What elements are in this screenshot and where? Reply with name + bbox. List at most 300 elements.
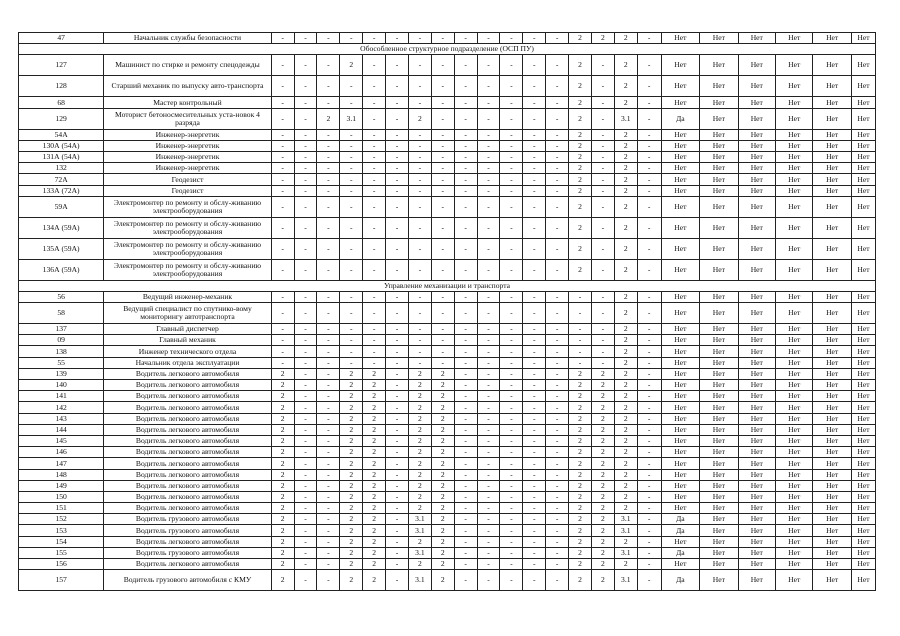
guarantee-answer-cell: Нет xyxy=(776,357,813,368)
factor-class-cell: - xyxy=(386,547,409,558)
guarantee-answer-cell: Нет xyxy=(738,129,775,140)
workplace-number-cell: 153 xyxy=(19,525,104,536)
factor-class-cell: 2 xyxy=(363,402,386,413)
factor-class-cell: 2 xyxy=(340,413,363,424)
factor-class-cell: - xyxy=(523,469,546,480)
factor-class-cell: - xyxy=(271,55,294,76)
guarantee-answer-cell: Нет xyxy=(813,335,851,346)
guarantee-answer-cell: Нет xyxy=(776,536,813,547)
factor-class-cell: 2 xyxy=(569,151,592,162)
factor-class-cell: 2 xyxy=(569,547,592,558)
factor-class-cell: - xyxy=(500,217,523,238)
factor-class-cell: 2 xyxy=(340,368,363,379)
factor-class-cell: - xyxy=(317,76,340,97)
factor-class-cell: - xyxy=(386,413,409,424)
factor-class-cell: 2 xyxy=(614,368,637,379)
factor-class-cell: 2 xyxy=(408,469,431,480)
factor-class-cell: - xyxy=(340,140,363,151)
factor-class-cell: - xyxy=(477,217,500,238)
factor-class-cell: - xyxy=(637,570,661,591)
factor-class-cell: - xyxy=(340,303,363,324)
factor-class-cell: - xyxy=(500,303,523,324)
factor-class-cell: - xyxy=(637,503,661,514)
factor-class-cell: - xyxy=(294,491,317,502)
factor-class-cell: - xyxy=(637,402,661,413)
factor-class-cell: - xyxy=(408,55,431,76)
factor-class-cell: - xyxy=(363,55,386,76)
factor-class-cell: - xyxy=(294,413,317,424)
guarantee-answer-cell: Нет xyxy=(851,259,875,280)
factor-class-cell: - xyxy=(317,140,340,151)
factor-class-cell: - xyxy=(271,346,294,357)
factor-class-cell: - xyxy=(454,514,477,525)
factor-class-cell: - xyxy=(454,413,477,424)
guarantee-answer-cell: Нет xyxy=(700,97,738,108)
factor-class-cell: - xyxy=(340,174,363,185)
guarantee-answer-cell: Нет xyxy=(700,368,738,379)
table-row xyxy=(19,424,876,435)
guarantee-answer-cell: Нет xyxy=(661,303,699,324)
workplace-number-cell: 09 xyxy=(19,335,104,346)
factor-class-cell: - xyxy=(294,559,317,570)
factor-class-cell: 2 xyxy=(431,503,454,514)
guarantee-answer-cell: Нет xyxy=(700,140,738,151)
factor-class-cell: 2 xyxy=(569,108,592,129)
factor-class-cell: - xyxy=(454,151,477,162)
workplace-number-cell: 59А xyxy=(19,196,104,217)
factor-class-cell: - xyxy=(500,424,523,435)
factor-class-cell: - xyxy=(294,129,317,140)
factor-class-cell: 2 xyxy=(340,447,363,458)
guarantee-answer-cell: Нет xyxy=(738,424,775,435)
factor-class-cell: - xyxy=(546,324,569,335)
factor-class-cell: 2 xyxy=(363,547,386,558)
factor-class-cell: 2 xyxy=(271,536,294,547)
factor-class-cell: - xyxy=(500,447,523,458)
factor-class-cell: 2 xyxy=(363,424,386,435)
guarantee-answer-cell: Нет xyxy=(851,491,875,502)
factor-class-cell: - xyxy=(523,97,546,108)
guarantee-answer-cell: Нет xyxy=(661,391,699,402)
guarantee-answer-cell: Нет xyxy=(776,570,813,591)
guarantee-answer-cell: Нет xyxy=(738,76,775,97)
factor-class-cell: - xyxy=(500,174,523,185)
factor-class-cell: 2 xyxy=(569,480,592,491)
factor-class-cell: 2 xyxy=(340,570,363,591)
factor-class-cell: - xyxy=(340,324,363,335)
factor-class-cell: - xyxy=(454,368,477,379)
guarantee-answer-cell: Нет xyxy=(813,151,851,162)
factor-class-cell: 2 xyxy=(340,480,363,491)
factor-class-cell: 2 xyxy=(614,55,637,76)
factor-class-cell: - xyxy=(386,303,409,324)
factor-class-cell: - xyxy=(637,185,661,196)
factor-class-cell: - xyxy=(477,413,500,424)
factor-class-cell: - xyxy=(523,536,546,547)
guarantee-answer-cell: Нет xyxy=(738,357,775,368)
factor-class-cell: 2 xyxy=(340,514,363,525)
position-name-cell: Водитель легкового автомобиля xyxy=(104,480,271,491)
workplace-number-cell: 145 xyxy=(19,435,104,446)
factor-class-cell: 2 xyxy=(591,402,614,413)
factor-class-cell: - xyxy=(500,33,523,44)
factor-class-cell: - xyxy=(294,76,317,97)
guarantee-answer-cell: Нет xyxy=(738,346,775,357)
factor-class-cell: 2 xyxy=(569,413,592,424)
factor-class-cell: - xyxy=(500,140,523,151)
guarantee-answer-cell: Нет xyxy=(851,140,875,151)
guarantee-answer-cell: Нет xyxy=(700,559,738,570)
factor-class-cell: - xyxy=(363,97,386,108)
factor-class-cell: - xyxy=(523,368,546,379)
factor-class-cell: - xyxy=(500,536,523,547)
guarantee-answer-cell: Нет xyxy=(813,447,851,458)
factor-class-cell: - xyxy=(386,458,409,469)
factor-class-cell: - xyxy=(523,413,546,424)
guarantee-answer-cell: Нет xyxy=(776,424,813,435)
factor-class-cell: - xyxy=(546,536,569,547)
factor-class-cell: - xyxy=(431,33,454,44)
factor-class-cell: - xyxy=(523,491,546,502)
guarantee-answer-cell: Нет xyxy=(776,151,813,162)
factor-class-cell: 2 xyxy=(363,391,386,402)
factor-class-cell: - xyxy=(294,108,317,129)
guarantee-answer-cell: Нет xyxy=(813,185,851,196)
factor-class-cell: - xyxy=(386,33,409,44)
factor-class-cell: 2 xyxy=(271,424,294,435)
factor-class-cell: 2 xyxy=(614,97,637,108)
position-name-cell: Водитель легкового автомобиля xyxy=(104,559,271,570)
factor-class-cell: - xyxy=(454,129,477,140)
position-name-cell: Водитель легкового автомобиля xyxy=(104,469,271,480)
factor-class-cell: - xyxy=(500,129,523,140)
factor-class-cell: - xyxy=(500,570,523,591)
factor-class-cell: - xyxy=(569,357,592,368)
factor-class-cell: 2 xyxy=(271,503,294,514)
factor-class-cell: - xyxy=(294,238,317,259)
factor-class-cell: - xyxy=(386,185,409,196)
position-name-cell: Водитель легкового автомобиля xyxy=(104,368,271,379)
guarantee-answer-cell: Нет xyxy=(776,140,813,151)
factor-class-cell: 2 xyxy=(614,76,637,97)
factor-class-cell: - xyxy=(569,346,592,357)
factor-class-cell: 2 xyxy=(569,238,592,259)
factor-class-cell: - xyxy=(637,163,661,174)
guarantee-answer-cell: Нет xyxy=(813,514,851,525)
factor-class-cell: - xyxy=(477,514,500,525)
factor-class-cell: - xyxy=(500,185,523,196)
guarantee-answer-cell: Нет xyxy=(776,196,813,217)
guarantee-answer-cell: Нет xyxy=(813,129,851,140)
guarantee-answer-cell: Нет xyxy=(700,391,738,402)
table-row xyxy=(19,185,876,196)
factor-class-cell: 2 xyxy=(614,163,637,174)
factor-class-cell: - xyxy=(317,547,340,558)
factor-class-cell: - xyxy=(569,291,592,302)
position-name-cell: Водитель легкового автомобиля xyxy=(104,413,271,424)
factor-class-cell: - xyxy=(386,514,409,525)
factor-class-cell: - xyxy=(340,217,363,238)
factor-class-cell: - xyxy=(317,55,340,76)
table-row xyxy=(19,503,876,514)
factor-class-cell: 2 xyxy=(591,380,614,391)
factor-class-cell: - xyxy=(569,335,592,346)
factor-class-cell: - xyxy=(386,76,409,97)
position-name-cell: Водитель грузового автомобиля xyxy=(104,525,271,536)
factor-class-cell: - xyxy=(523,357,546,368)
workplace-number-cell: 144 xyxy=(19,424,104,435)
guarantee-answer-cell: Нет xyxy=(813,97,851,108)
factor-class-cell: - xyxy=(271,303,294,324)
factor-class-cell: 2 xyxy=(408,391,431,402)
factor-class-cell: 2 xyxy=(569,140,592,151)
guarantee-answer-cell: Нет xyxy=(700,196,738,217)
workplace-number-cell: 127 xyxy=(19,55,104,76)
factor-class-cell: - xyxy=(294,368,317,379)
factor-class-cell: - xyxy=(477,174,500,185)
factor-class-cell: - xyxy=(546,97,569,108)
factor-class-cell: 2 xyxy=(271,435,294,446)
guarantee-answer-cell: Нет xyxy=(738,559,775,570)
guarantee-answer-cell: Нет xyxy=(738,402,775,413)
factor-class-cell: 2 xyxy=(614,33,637,44)
factor-class-cell: - xyxy=(340,151,363,162)
guarantee-answer-cell: Нет xyxy=(661,503,699,514)
workplace-number-cell: 54А xyxy=(19,129,104,140)
factor-class-cell: - xyxy=(546,503,569,514)
guarantee-answer-cell: Нет xyxy=(813,469,851,480)
factor-class-cell: - xyxy=(363,140,386,151)
factor-class-cell: - xyxy=(317,185,340,196)
factor-class-cell: - xyxy=(363,324,386,335)
factor-class-cell: - xyxy=(591,76,614,97)
factor-class-cell: - xyxy=(431,174,454,185)
factor-class-cell: - xyxy=(363,33,386,44)
factor-class-cell: - xyxy=(637,33,661,44)
factor-class-cell: - xyxy=(500,503,523,514)
guarantee-answer-cell: Нет xyxy=(661,335,699,346)
factor-class-cell: - xyxy=(386,346,409,357)
factor-class-cell: - xyxy=(591,357,614,368)
factor-class-cell: - xyxy=(386,259,409,280)
table-row xyxy=(19,151,876,162)
factor-class-cell: 2 xyxy=(271,480,294,491)
factor-class-cell: - xyxy=(523,151,546,162)
factor-class-cell: - xyxy=(317,525,340,536)
factor-class-cell: 2 xyxy=(614,129,637,140)
factor-class-cell: - xyxy=(454,76,477,97)
factor-class-cell: - xyxy=(454,346,477,357)
guarantee-answer-cell: Нет xyxy=(851,55,875,76)
factor-class-cell: - xyxy=(477,185,500,196)
factor-class-cell: - xyxy=(340,196,363,217)
factor-class-cell: - xyxy=(386,129,409,140)
factor-class-cell: - xyxy=(454,402,477,413)
factor-class-cell: 2 xyxy=(614,238,637,259)
workplace-number-cell: 152 xyxy=(19,514,104,525)
factor-class-cell: - xyxy=(637,458,661,469)
factor-class-cell: 2 xyxy=(363,447,386,458)
position-name-cell: Машинист по стирке и ремонту спецодежды xyxy=(104,55,271,76)
position-name-cell: Водитель легкового автомобиля xyxy=(104,424,271,435)
factor-class-cell: 2 xyxy=(614,402,637,413)
factor-class-cell: - xyxy=(523,185,546,196)
position-name-cell: Геодезист xyxy=(104,174,271,185)
factor-class-cell: - xyxy=(546,570,569,591)
factor-class-cell: - xyxy=(523,335,546,346)
factor-class-cell: 2 xyxy=(408,424,431,435)
guarantee-answer-cell: Нет xyxy=(813,547,851,558)
factor-class-cell: 2 xyxy=(363,525,386,536)
factor-class-cell: 2 xyxy=(363,514,386,525)
factor-class-cell: - xyxy=(431,335,454,346)
factor-class-cell: - xyxy=(408,291,431,302)
factor-class-cell: 2 xyxy=(340,391,363,402)
factor-class-cell: 2 xyxy=(340,525,363,536)
factor-class-cell: - xyxy=(477,491,500,502)
guarantee-answer-cell: Нет xyxy=(813,480,851,491)
factor-class-cell: - xyxy=(294,196,317,217)
factor-class-cell: - xyxy=(294,97,317,108)
factor-class-cell: - xyxy=(454,357,477,368)
factor-class-cell: - xyxy=(637,55,661,76)
workplace-number-cell: 157 xyxy=(19,570,104,591)
factor-class-cell: - xyxy=(340,346,363,357)
position-name-cell: Электромонтер по ремонту и обслу-живанию электрооборудования xyxy=(104,217,271,238)
position-name-cell: Моторист бетоносмесительных уста-новок 4 разряда xyxy=(104,108,271,129)
factor-class-cell: - xyxy=(500,163,523,174)
factor-class-cell: - xyxy=(294,357,317,368)
factor-class-cell: - xyxy=(317,559,340,570)
factor-class-cell: 2 xyxy=(431,413,454,424)
guarantee-answer-cell: Нет xyxy=(738,570,775,591)
guarantee-answer-cell: Нет xyxy=(851,547,875,558)
guarantee-answer-cell: Нет xyxy=(738,291,775,302)
factor-class-cell: - xyxy=(294,324,317,335)
factor-class-cell: - xyxy=(523,480,546,491)
factor-class-cell: - xyxy=(637,547,661,558)
factor-class-cell: - xyxy=(637,480,661,491)
factor-class-cell: 2 xyxy=(569,76,592,97)
factor-class-cell: - xyxy=(271,97,294,108)
position-name-cell: Инженер-энергетик xyxy=(104,151,271,162)
factor-class-cell: - xyxy=(523,514,546,525)
factor-class-cell: - xyxy=(408,196,431,217)
factor-class-cell: 2 xyxy=(614,303,637,324)
factor-class-cell: - xyxy=(317,97,340,108)
factor-class-cell: 2 xyxy=(569,570,592,591)
guarantee-answer-cell: Нет xyxy=(813,108,851,129)
guarantee-answer-cell: Нет xyxy=(700,238,738,259)
factor-class-cell: - xyxy=(637,435,661,446)
position-name-cell: Главный механик xyxy=(104,335,271,346)
guarantee-answer-cell: Нет xyxy=(738,447,775,458)
guarantee-answer-cell: Нет xyxy=(700,491,738,502)
workplace-number-cell: 154 xyxy=(19,536,104,547)
factor-class-cell: - xyxy=(363,108,386,129)
factor-class-cell: - xyxy=(317,413,340,424)
position-name-cell: Инженер-энергетик xyxy=(104,129,271,140)
factor-class-cell: - xyxy=(363,185,386,196)
factor-class-cell: - xyxy=(637,346,661,357)
factor-class-cell: 2 xyxy=(363,435,386,446)
factor-class-cell: 2 xyxy=(614,458,637,469)
guarantee-answer-cell: Нет xyxy=(700,424,738,435)
factor-class-cell: 2 xyxy=(569,196,592,217)
factor-class-cell: - xyxy=(408,174,431,185)
factor-class-cell: - xyxy=(340,259,363,280)
factor-class-cell: - xyxy=(591,97,614,108)
factor-class-cell: - xyxy=(523,346,546,357)
table-row xyxy=(19,357,876,368)
factor-class-cell: - xyxy=(591,108,614,129)
factor-class-cell: 2 xyxy=(614,559,637,570)
guarantee-answer-cell: Нет xyxy=(661,357,699,368)
position-name-cell: Водитель легкового автомобиля xyxy=(104,391,271,402)
factor-class-cell: - xyxy=(386,97,409,108)
guarantee-answer-cell: Нет xyxy=(851,33,875,44)
factor-class-cell: - xyxy=(317,536,340,547)
factor-class-cell: - xyxy=(523,55,546,76)
guarantee-answer-cell: Нет xyxy=(700,503,738,514)
factor-class-cell: 2 xyxy=(591,33,614,44)
guarantee-answer-cell: Нет xyxy=(851,346,875,357)
guarantee-answer-cell: Нет xyxy=(813,238,851,259)
factor-class-cell: 2 xyxy=(431,402,454,413)
factor-class-cell: - xyxy=(523,435,546,446)
table-row xyxy=(19,380,876,391)
workplace-number-cell: 128 xyxy=(19,76,104,97)
factor-class-cell: - xyxy=(431,346,454,357)
guarantee-answer-cell: Нет xyxy=(738,238,775,259)
factor-class-cell: - xyxy=(431,196,454,217)
guarantee-answer-cell: Нет xyxy=(776,514,813,525)
guarantee-answer-cell: Нет xyxy=(851,174,875,185)
guarantee-answer-cell: Нет xyxy=(851,185,875,196)
factor-class-cell: 2 xyxy=(614,291,637,302)
workplace-number-cell: 55 xyxy=(19,357,104,368)
table-row xyxy=(19,140,876,151)
factor-class-cell: 2 xyxy=(569,536,592,547)
factor-class-cell: - xyxy=(271,163,294,174)
factor-class-cell: - xyxy=(523,503,546,514)
guarantee-answer-cell: Нет xyxy=(851,503,875,514)
guarantee-answer-cell: Нет xyxy=(813,291,851,302)
factor-class-cell: - xyxy=(340,357,363,368)
guarantee-answer-cell: Нет xyxy=(776,559,813,570)
factor-class-cell: - xyxy=(454,217,477,238)
factor-class-cell: - xyxy=(523,559,546,570)
guarantee-answer-cell: Нет xyxy=(813,491,851,502)
factor-class-cell: 2 xyxy=(408,491,431,502)
factor-class-cell: - xyxy=(523,447,546,458)
section-title: Управление механизации и транспорта xyxy=(19,280,876,291)
factor-class-cell: - xyxy=(523,380,546,391)
factor-class-cell: 2 xyxy=(340,491,363,502)
position-name-cell: Мастер контрольный xyxy=(104,97,271,108)
factor-class-cell: - xyxy=(454,55,477,76)
factor-class-cell: - xyxy=(477,402,500,413)
factor-class-cell: - xyxy=(591,55,614,76)
factor-class-cell: - xyxy=(477,458,500,469)
factor-class-cell: 2 xyxy=(363,413,386,424)
factor-class-cell: - xyxy=(363,346,386,357)
workplace-number-cell: 136А (59А) xyxy=(19,259,104,280)
factor-class-cell: 2 xyxy=(591,458,614,469)
factor-class-cell: - xyxy=(294,185,317,196)
factor-class-cell: - xyxy=(454,291,477,302)
factor-class-cell: 2 xyxy=(591,525,614,536)
